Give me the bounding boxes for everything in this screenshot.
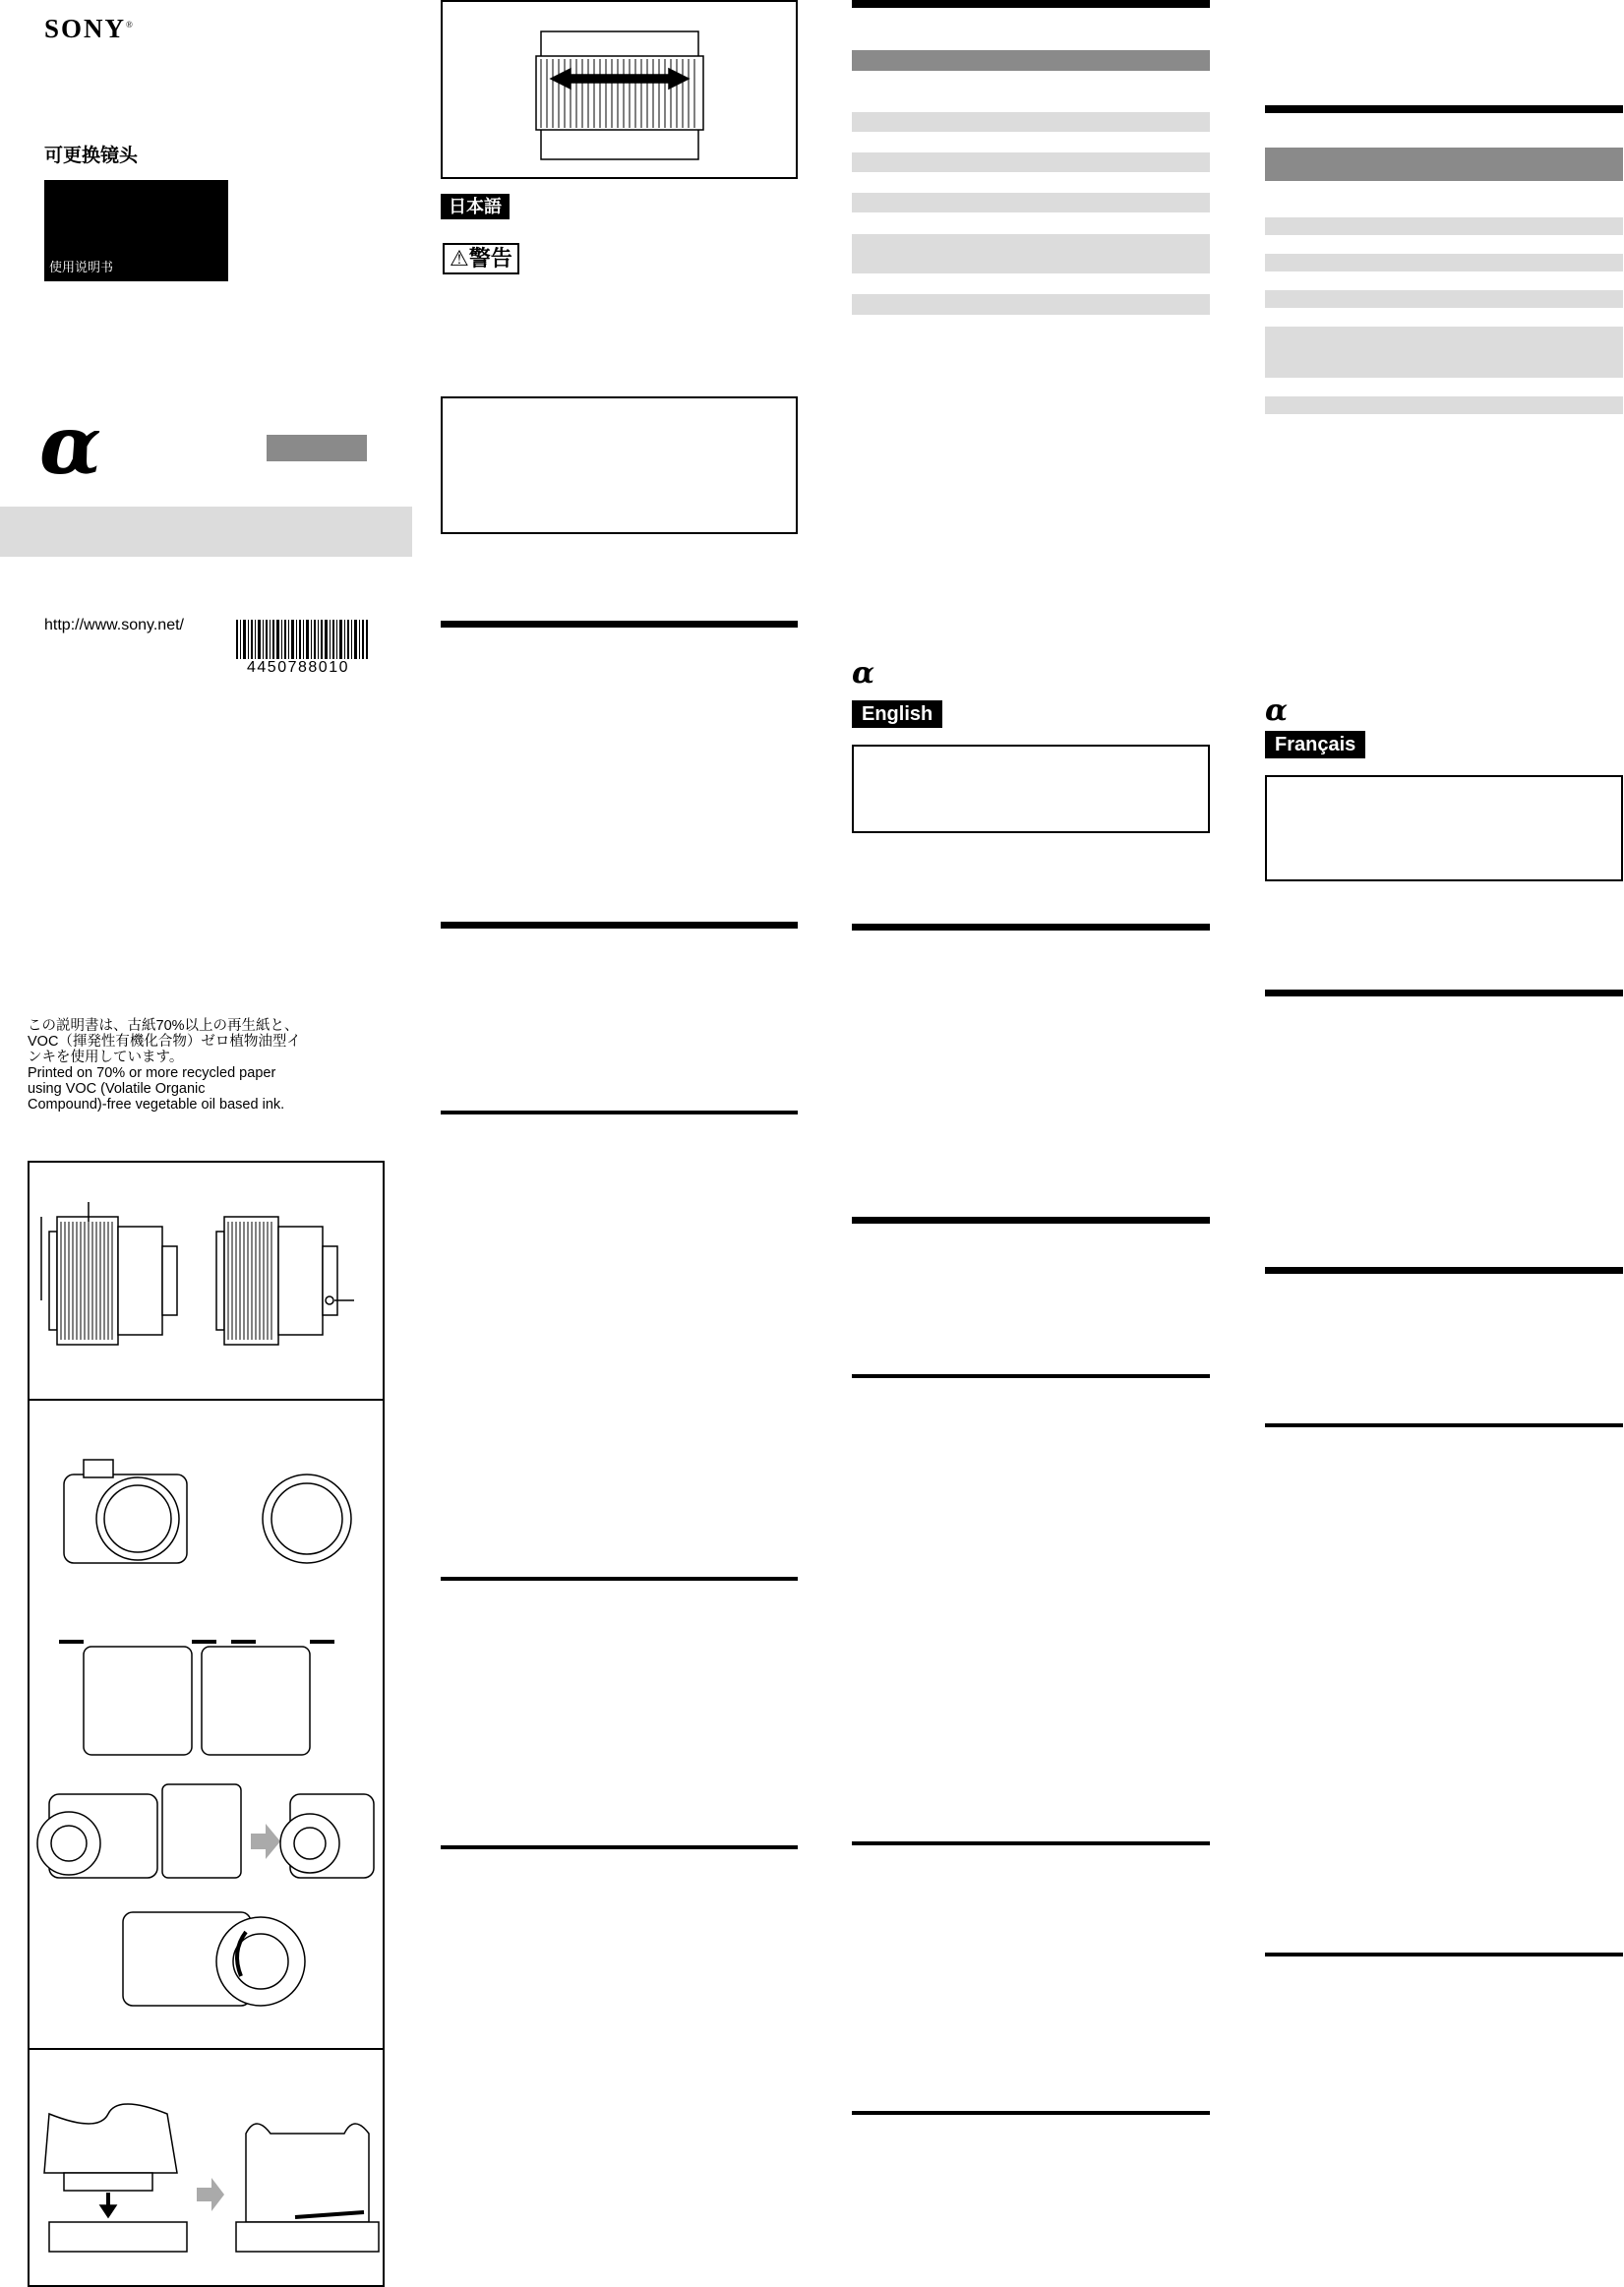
spec-row [852, 152, 1210, 172]
section-rule [1265, 105, 1623, 113]
spec-row [852, 112, 1210, 132]
spec-row [852, 294, 1210, 315]
japanese-section-tag: 日本語 [441, 194, 510, 219]
alpha-logo-english: α [852, 656, 875, 691]
manual-cover-block [44, 180, 228, 281]
sony-logo: SONY® [44, 14, 135, 43]
section-rule [441, 922, 798, 929]
warning-tag [443, 243, 519, 274]
section-rule [852, 1217, 1210, 1224]
section-rule [852, 924, 1210, 931]
spec-row [1265, 327, 1623, 378]
cover-grey-band [0, 507, 412, 557]
warning-icon: ⚠ [450, 246, 469, 271]
lens-hood-illustration [28, 2048, 385, 2287]
section-rule [1265, 1953, 1623, 1956]
section-rule [441, 1845, 798, 1849]
spec-row [1265, 396, 1623, 414]
section-rule [1265, 1267, 1623, 1274]
english-warning-box [852, 745, 1210, 833]
spec-row [1265, 217, 1623, 235]
model-label-bar [267, 435, 367, 461]
spec-row [1265, 290, 1623, 308]
recycle-line-2: VOC（揮発性有機化合物）ゼロ植物油型イ [28, 1034, 301, 1050]
spec-header-bar [1265, 148, 1623, 181]
recycle-note [28, 1018, 313, 1113]
manual-label: 使用说明书 [49, 260, 114, 274]
section-rule [441, 1577, 798, 1581]
spec-header-bar [852, 50, 1210, 71]
section-rule [852, 0, 1210, 8]
spec-row [1265, 254, 1623, 271]
english-section-tag: English [852, 700, 942, 728]
barcode-number: 4450788010 [247, 659, 349, 676]
section-rule [852, 1841, 1210, 1845]
product-title-cn: 可更换镜头 [44, 146, 139, 166]
jp-warning-box [441, 396, 798, 534]
warning-label: 警告 [468, 246, 512, 271]
sony-url: http://www.sony.net/ [44, 617, 184, 633]
spec-row [852, 193, 1210, 212]
lens-mounting-illustration [28, 1399, 385, 2050]
spec-row [852, 234, 1210, 273]
french-warning-box [1265, 775, 1623, 881]
recycle-line-6: Compound)-free vegetable oil based ink. [28, 1097, 285, 1113]
french-section-tag: Français [1265, 731, 1365, 758]
focus-ring-illustration [441, 0, 798, 179]
lens-parts-illustration [28, 1161, 385, 1401]
alpha-logo-french: α [1265, 693, 1289, 728]
recycle-line-3: ンキを使用しています。 [28, 1050, 184, 1065]
barcode [236, 620, 368, 659]
section-rule [852, 2111, 1210, 2115]
section-rule [1265, 990, 1623, 996]
section-rule [1265, 1423, 1623, 1427]
section-rule [441, 621, 798, 628]
section-rule [441, 1111, 798, 1114]
recycle-line-4: Printed on 70% or more recycled paper [28, 1065, 276, 1081]
section-rule [852, 1374, 1210, 1378]
recycle-line-5: using VOC (Volatile Organic [28, 1081, 206, 1097]
alpha-logo: α [39, 398, 102, 493]
recycle-line-1: この説明書は、古紙70%以上の再生紙と、 [28, 1018, 299, 1034]
